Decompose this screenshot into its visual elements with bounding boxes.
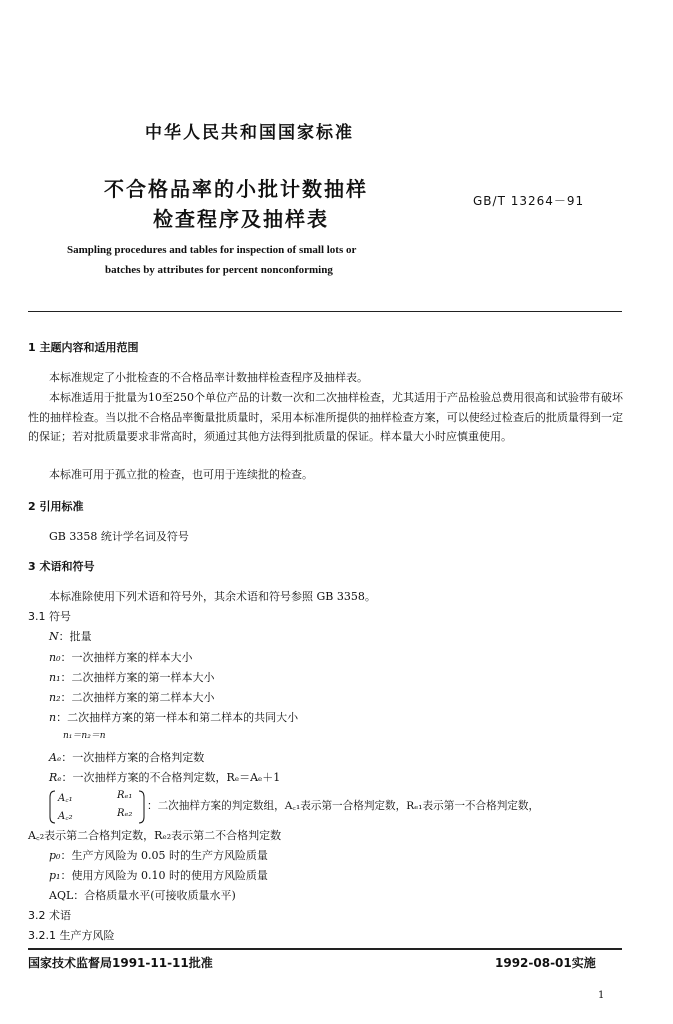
approval-date: 国家技术监督局1991-11-11批准 [28,956,213,970]
english-title-line-1: Sampling procedures and tables for inspection of small lots or [67,244,357,256]
equation-n1-n2-n: n₁＝n₂＝n [63,731,106,741]
section-3-intro: 本标准除使用下列术语和符号外，其余术语和符号参照 GB 3358。 [49,590,376,603]
section-1-paragraph-1: 本标准规定了小批检查的不合格品率计数抽样检查程序及抽样表。 [49,371,368,384]
english-title-line-2: batches by attributes for percent nonconforming [105,264,333,276]
def-n0-text: ：一次抽样方案的样本大小 [60,651,193,664]
symbol-Re: Rₑ [49,771,62,784]
def-n [49,708,298,727]
def-n-text: ：二次抽样方案的第一样本和第二样本的共同大小 [56,711,299,724]
def-p1 [49,866,268,885]
section-3-heading: 3 术语和符号 [28,560,95,573]
def-p0-text: ：生产方风险为 0.05 时的生产方风险质量 [60,849,268,862]
symbol-Ac: Aₑ [49,751,62,764]
subsection-3-2: 3.2 术语 [28,909,71,922]
symbol-n: n [49,711,57,724]
page-number: 1 [598,990,605,1001]
def-Re [49,768,280,787]
title-line-1: 不合格品率的小批计数抽样 [104,177,368,201]
def-n2-text: ：二次抽样方案的第二样本大小 [60,691,215,704]
def-n1-text: ：二次抽样方案的第一样本大小 [60,671,215,684]
matrix-Re2: Rₑ₂ [117,808,133,819]
reference-gb3358: GB 3358 统计学名词及符号 [49,530,189,543]
effective-date: 1992-08-01实施 [495,956,596,970]
def-N [49,627,92,646]
subsection-3-1: 3.1 符号 [28,610,71,623]
def-aql: AQL：合格质量水平(可接收质量水平) [49,889,236,902]
national-standard-label: 中华人民共和国国家标准 [145,123,354,143]
subsection-3-2-1: 3.2.1 生产方风险 [28,929,115,942]
section-1-paragraph-3: 本标准可用于孤立批的检查，也可用于连续批的检查。 [49,468,313,481]
footer-divider [28,948,622,950]
matrix-definition-continued: A꜀₂表示第二合格判定数，Rₑ₂表示第二不合格判定数 [28,829,282,842]
def-Ac-text: ：一次抽样方案的合格判定数 [61,751,205,764]
header-divider [28,311,622,312]
symbol-n1: n₁ [49,671,61,684]
symbol-n0: n₀ [49,651,61,664]
standard-code: GB/T 13264－91 [473,194,585,208]
def-n1 [49,668,215,687]
def-p1-text: ：使用方风险为 0.10 时的使用方风险质量 [60,869,268,882]
matrix-Ac2: A꜀₂ [58,811,73,822]
matrix-Ac1: A꜀₁ [58,793,73,804]
decision-matrix [49,789,149,825]
symbol-p0: p₀ [49,849,61,862]
matrix-definition: ：二次抽样方案的判定数组，A꜀₁表示第一合格判定数，Rₑ₁表示第一不合格判定数， [147,800,540,812]
section-1-heading: 1 主题内容和适用范围 [28,341,139,354]
symbol-N: N [49,630,59,643]
symbol-n2: n₂ [49,691,61,704]
def-p0 [49,846,268,865]
matrix-Re1: Rₑ₁ [117,790,133,801]
def-n0 [49,648,193,667]
def-N-text: ：批量 [58,630,92,643]
section-1-paragraph-2: 本标准适用于批量为10至250个单位产品的计数一次和二次抽样检查，尤其适用于产品检验总费用很高和试验带有破坏性的抽样检查。当以批不合格品率衡量批质量时，采用本标准所提供的抽样检查方案，可以使经过检查后的批质量得到一定的保证；若对批质量要求非常高时，须通过其他方法得到批质量的保证。样本量大小时应慎重使用。 [28,391,623,443]
def-n2 [49,688,215,707]
title-line-2: 检查程序及抽样表 [153,207,329,231]
def-Re-text: ：一次抽样方案的不合格判定数，Rₑ＝Aₑ＋1 [61,771,281,784]
section-2-heading: 2 引用标准 [28,500,84,513]
def-Ac [49,748,204,767]
symbol-p1: p₁ [49,869,61,882]
